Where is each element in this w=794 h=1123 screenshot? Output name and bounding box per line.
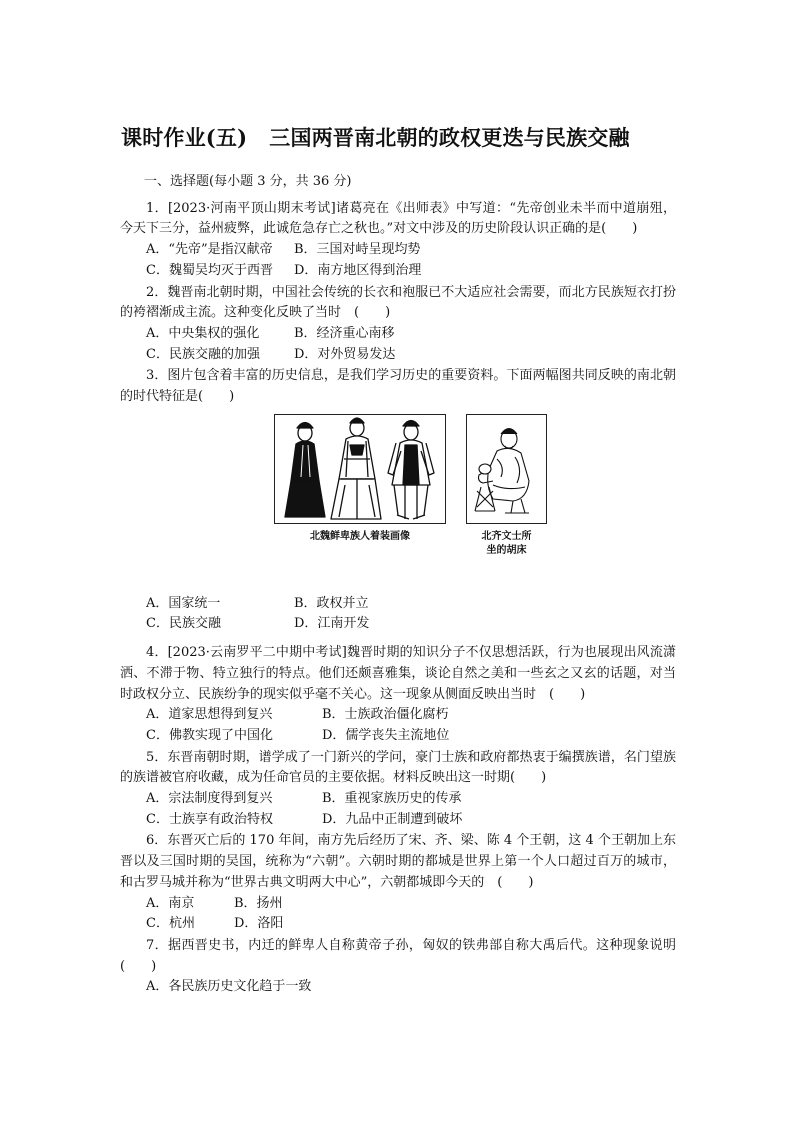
question-5	[120, 748, 676, 831]
option-row	[120, 726, 676, 747]
question-4	[120, 643, 676, 747]
option-row	[120, 614, 676, 635]
option-c[interactable]: C．民族交融	[146, 616, 221, 632]
option-a[interactable]: A．各民族历史文化趋于一致	[146, 979, 312, 995]
title-sub: 三国两晋南北朝的政权更迭与民族交融	[269, 125, 630, 150]
question-7	[120, 936, 676, 998]
option-d[interactable]: D．南方地区得到治理	[294, 262, 422, 278]
question-2	[120, 283, 676, 366]
question-stem: 1．[2023·河南平顶山期末考试]诸葛亮在《出师表》中写道：“先帝创业未半而中道崩殂，今天下三分，益州疲弊，此诚危急存亡之秋也。”对文中涉及的历史阶段认识正确的是( )	[120, 200, 676, 237]
option-row	[120, 345, 676, 366]
question-3	[120, 366, 676, 635]
option-d[interactable]: D．九品中正制遭到破坏	[322, 811, 463, 827]
option-row	[120, 594, 676, 615]
option-c[interactable]: C．杭州	[146, 916, 195, 932]
option-d[interactable]: D．儒学丧失主流地位	[322, 727, 450, 743]
title-main: 课时作业(五)	[121, 125, 248, 150]
option-row	[120, 261, 676, 282]
figure-caption	[466, 530, 547, 558]
option-row	[120, 240, 676, 261]
question-stem: 5．东晋南朝时期，谱学成了一门新兴的学问，豪门士族和政府都热衷于编撰族谱，名门望族的族谱被官府收藏，成为任命官员的主要依据。材料反映出这一时期( )	[120, 749, 676, 786]
option-b[interactable]: B．扬州	[234, 895, 283, 911]
option-d[interactable]: D．洛阳	[234, 916, 284, 932]
option-b[interactable]: B．士族政治僵化腐朽	[322, 707, 449, 723]
figure-northern-qi-scholar	[466, 414, 547, 558]
option-b[interactable]: B．三国对峙呈现均势	[294, 242, 421, 258]
option-b[interactable]: B．政权并立	[294, 595, 369, 611]
question-stem: 3．图片包含着丰富的历史信息，是我们学习历史的重要资料。下面两幅图共同反映的南北朝的时代特征是( )	[120, 368, 676, 405]
option-row	[120, 324, 676, 345]
question-list	[120, 172, 676, 998]
option-a[interactable]: A．中央集权的强化	[146, 325, 260, 341]
option-row	[120, 810, 676, 831]
page-title	[121, 122, 681, 152]
figure-xianbei-attire	[274, 414, 446, 544]
option-a[interactable]: A．国家统一	[146, 595, 221, 611]
option-b[interactable]: B．经济重心南移	[294, 325, 395, 341]
option-row	[120, 914, 676, 935]
scholar-on-stool-image	[466, 414, 547, 524]
option-c[interactable]: C．士族享有政治特权	[146, 811, 273, 827]
option-a[interactable]: A．道家思想得到复兴	[146, 707, 273, 723]
option-d[interactable]: D．江南开发	[294, 616, 370, 632]
figure-caption: 北魏鲜卑族人着装画像	[310, 530, 410, 542]
option-b[interactable]: B．重视家族历史的传承	[322, 791, 462, 807]
option-c[interactable]: C．佛教实现了中国化	[146, 727, 273, 743]
option-c[interactable]: C．民族交融的加强	[146, 346, 260, 362]
question-stem: 2．魏晋南北朝时期，中国社会传统的长衣和袍服已不大适应社会需要，而北方民族短衣打扮的袴褶渐成主流。这种变化反映了当时 ( )	[120, 284, 676, 321]
question-6	[120, 831, 676, 935]
option-a[interactable]: A．南京	[146, 895, 195, 911]
option-row	[120, 894, 676, 915]
question-stem: 6．东晋灭亡后的 170 年间，南方先后经历了宋、齐、梁、陈 4 个王朝，这 4 个王朝加上东晋以及三国时期的吴国，统称为“六朝”。六朝时期的都城是世界上第一个人口超过百万的城市，和古罗马城并称为“世界古典文明两大中心”，六朝都城即今天的 ( )	[120, 833, 676, 890]
xianbei-figures-image	[274, 414, 446, 524]
section-heading: 一、选择题(每小题 3 分，共 36 分)	[144, 174, 352, 189]
option-d[interactable]: D．对外贸易发达	[294, 346, 396, 362]
option-row	[120, 705, 676, 726]
caption-line: 北齐文士所	[481, 530, 532, 542]
option-row	[120, 789, 676, 810]
question-stem: 7．据西晋史书，内迁的鲜卑人自称黄帝子孙，匈奴的铁弗部自称大禹后代。这种现象说明( )	[120, 937, 676, 974]
figure-group	[120, 414, 676, 590]
option-a[interactable]: A．宗法制度得到复兴	[146, 791, 273, 807]
option-row	[120, 977, 676, 998]
option-c[interactable]: C．魏蜀吴均灭于西晋	[146, 262, 273, 278]
option-a[interactable]: A．“先帝”是指汉献帝	[146, 242, 273, 258]
question-stem: 4．[2023·云南罗平二中期中考试]魏晋时期的知识分子不仅思想活跃，行为也展现出风流潇洒、不滞于物、特立独行的特点。他们还颇喜雅集，谈论自然之美和一些玄之又玄的话题，对当时政权分立、民族纷争的现实似乎毫不关心。这一现象从侧面反映出当时 ( )	[120, 645, 676, 702]
question-1	[120, 199, 676, 282]
caption-line: 坐的胡床	[486, 544, 527, 556]
